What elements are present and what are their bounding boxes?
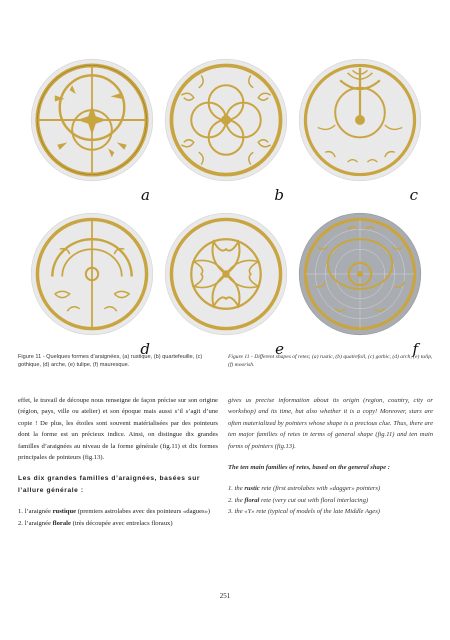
- astrolabe-rete-rustic: [30, 58, 154, 204]
- figure-letter-f: f: [412, 340, 418, 358]
- astrolabe-rete-tulip: [164, 212, 288, 358]
- astrolabe-rete-quatrefoil: [164, 58, 288, 204]
- list-item-french-2: 2. l’araignée florale (très découpée avec entrelacs floraux): [18, 519, 173, 527]
- paragraph-french: effet, le travail de découpe nous renseigne de façon précise sur son origine (région, pays, ville ou atelier) et son époque mais aussi s’il s’agit d’une copie ! De plus, les étoiles sont souvent matérialisées par des pointeurs dont la forme est un précieux indice. Ainsi, on distingue dix grandes familles d’araignées au niveau de la forme générale (fig.11) et dix formes principales de pointeurs (fig.13).: [18, 397, 218, 462]
- list-item-english-1: 1. the rustic rete (first astrolabes with «dagger» pointers): [228, 485, 381, 493]
- rete-quatrefoil-image: [164, 58, 288, 182]
- list-item-english-3: 3. the «Y» rete (typical of models of the late Middle Ages): [228, 508, 380, 516]
- figure-letter-e: e: [275, 340, 284, 358]
- rete-tulip-image: [164, 212, 288, 336]
- rete-gothic-image: [298, 58, 422, 182]
- rete-rustic-image: [30, 58, 154, 182]
- text-column-english: [228, 395, 433, 518]
- list-item-english-2: 2. the floral rete (very cut out with floral interlacing): [228, 496, 369, 504]
- figure-gallery: [30, 58, 422, 358]
- figure-caption-english: Figure 11 - Different shapes of retes; (a) rustic, (b) quatrefoil, (c) gothic, (d) arch, (e) tulip, (f) moorish.: [228, 354, 433, 368]
- astrolabe-rete-moorish: [298, 212, 422, 358]
- figure-caption-french: Figure 11 - Quelques formes d’araignées, (a) rustique, (b) quartefeuille, (c) gothique, (d) arche, (e) tulipe, (f) mauresque.: [18, 354, 203, 368]
- section-heading-english: The ten main families of retes, based on the general shape :: [228, 464, 390, 472]
- figure-letter-d: d: [140, 340, 150, 358]
- figure-letter-a: a: [141, 186, 150, 204]
- astrolabe-rete-arch: [30, 212, 154, 358]
- figure-letter-b: b: [274, 186, 284, 204]
- page-number: 251: [219, 592, 231, 600]
- rete-moorish-image: [298, 212, 422, 336]
- list-item-french-1: 1. l’araignée rustique (premiers astrolabes avec des pointeurs «dagues»): [18, 508, 211, 516]
- astrolabe-rete-gothic: [298, 58, 422, 204]
- section-heading-french: Les dix grandes familles d’araignées, basées sur l’allure générale :: [18, 475, 200, 494]
- paragraph-english: gives us precise information about its origin (region, country, city or workshop) and its time, but also whether it is a copy! Moreover, stars are often materialized by pointers whose shape is a precious clue. Thus, there are ten major families of retes in terms of general shape (fig.11) and ten main forms of pointers (fig.13).: [228, 397, 433, 450]
- rete-arch-image: [30, 212, 154, 336]
- figure-letter-c: c: [409, 186, 418, 204]
- text-column-french: [18, 395, 218, 529]
